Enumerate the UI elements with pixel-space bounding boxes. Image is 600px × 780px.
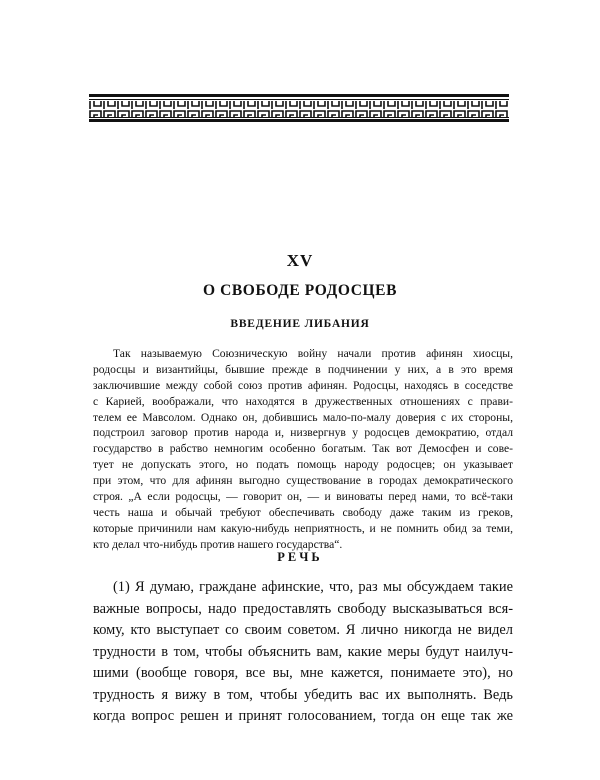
chapter-title: О СВОБОДЕ РОДОСЦЕВ bbox=[202, 282, 398, 299]
speech-heading: РЕЧЬ bbox=[277, 550, 323, 564]
introduction-line: при этом, что для афинян выгодно существование в городах демократического bbox=[93, 474, 513, 488]
speech-line: (1) Я думаю, граждане афинские, что, раз мы обсуждаем такие bbox=[113, 579, 513, 595]
introduction-line: подстроил заговор против народа и, низвергнув у родосцев демократию, отдал bbox=[93, 426, 513, 440]
greek-key-ornament bbox=[89, 94, 509, 122]
introduction-line: государство в рабство немногим особенно богатым. Так вот Демосфен и сове- bbox=[93, 442, 513, 456]
introduction-line: родосцы и византийцы, бывшие прежде в подчинении у них, а в это время bbox=[93, 362, 513, 376]
introduction-line: с Карией, воображали, что находятся в дружественных отношениях с прави- bbox=[93, 394, 513, 408]
introduction-line: строя. „А если родосцы, — говорит он, — и виноваты перед нами, то всё-таки bbox=[93, 490, 513, 504]
introduction-line: заключившие между собой союз против афинян. Родосцы, находясь в соседстве bbox=[93, 378, 513, 392]
chapter-number: XV bbox=[286, 251, 314, 270]
introduction-line: кто делал что-нибудь против нашего государства“. bbox=[93, 537, 343, 551]
speech-line: кому, кто выступает со своим советом. Я лично никогда не видел bbox=[93, 622, 513, 638]
introduction-text bbox=[93, 346, 513, 553]
speech-line: шими (вообще говоря, все вы, мне кажется, понимаете это), но bbox=[93, 665, 513, 681]
speech-line: когда вопрос решен и принят голосованием, тогда он еще так же bbox=[93, 708, 513, 724]
speech-line: важные вопросы, надо предоставлять свободу высказываться вся- bbox=[93, 600, 513, 617]
introduction-line: Так называемую Союзническую войну начали против афинян хиосцы, bbox=[113, 347, 513, 360]
speech-text bbox=[93, 577, 513, 728]
introduction-heading: ВВЕДЕНИЕ ЛИБАНИЯ bbox=[230, 318, 370, 330]
introduction-line: честь наша и обычай требуют обеспечивать свободу даже таким из греков, bbox=[93, 505, 513, 519]
introduction-line: которые причинили нам какую-нибудь неприятность, и не помнить обид за теми, bbox=[93, 521, 513, 535]
introduction-line: тует не допускать этого, но подать помощь народу родосцев; он указывает bbox=[93, 458, 513, 472]
speech-line: трудность я вижу в том, чтобы убедить вас их выполнять. Ведь bbox=[93, 686, 513, 703]
speech-line: трудности в том, чтобы объяснить вам, какие меры будут наилуч- bbox=[93, 643, 513, 660]
introduction-line: телем ее Мавсолом. Однако он, добившись мало-по-малу доверия с их стороны, bbox=[93, 410, 513, 424]
